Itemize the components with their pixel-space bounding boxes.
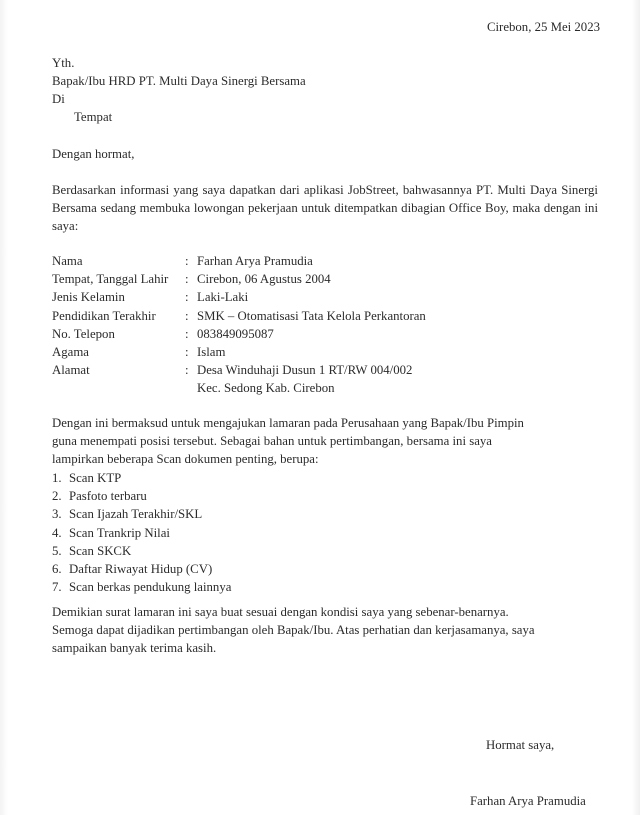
attachment-list: [52, 469, 231, 596]
info-value: Farhan Arya Pramudia: [197, 254, 313, 268]
list-item: [52, 469, 231, 487]
closing-line-2: Semoga dapat dijadikan pertimbangan oleh Bapak/Ibu. Atas perhatian dan kerjasamanya, saya: [52, 623, 535, 637]
address-line-2: Kec. Sedong Kab. Cirebon: [197, 381, 335, 396]
greeting: Dengan hormat,: [52, 147, 135, 161]
list-number: 4.: [52, 525, 62, 540]
list-text: Pasfoto terbaru: [69, 489, 147, 504]
info-separator: :: [185, 326, 189, 341]
list-number: 7.: [52, 580, 62, 595]
sign-off: Hormat saya,: [486, 738, 555, 752]
info-value: Islam: [197, 345, 226, 360]
list-number: 2.: [52, 489, 62, 504]
list-item: [52, 505, 231, 523]
info-separator: :: [185, 272, 189, 287]
list-item: [52, 542, 231, 560]
purpose-line-3: lampirkan beberapa Scan dokumen penting, berupa:: [52, 452, 319, 466]
info-row-phone: [52, 325, 426, 343]
info-row-religion: [52, 343, 426, 361]
closing-line-1: Demikian surat lamaran ini saya buat sesuai dengan kondisi saya yang sebenar-benarnya.: [52, 605, 509, 619]
recipient-di: Di: [52, 92, 65, 106]
info-separator: :: [185, 308, 189, 323]
list-number: 3.: [52, 507, 62, 522]
purpose-line-2: guna menempati posisi tersebut. Sebagai bahan untuk pertimbangan, bersama ini saya: [52, 434, 492, 448]
info-row-birth: [52, 270, 426, 288]
list-number: 1.: [52, 471, 62, 485]
list-text: Scan berkas pendukung lainnya: [69, 580, 232, 595]
info-separator: :: [185, 254, 189, 268]
intro-paragraph: Berdasarkan informasi yang saya dapatkan dari aplikasi JobStreet, bahwasannya PT. Multi Daya Sinergi Bersama sedang membuka lowongan pekerjaan untuk ditempatkan dibagian Office Boy, maka dengan ini saya:: [52, 183, 598, 233]
info-separator: :: [185, 363, 189, 378]
list-number: 6.: [52, 562, 62, 577]
recipient-place: Tempat: [74, 110, 113, 124]
info-label: Pendidikan Terakhir: [52, 308, 156, 323]
info-value: [197, 361, 426, 397]
info-label: Alamat: [52, 363, 90, 378]
info-separator: :: [185, 290, 189, 305]
info-value: SMK – Otomatisasi Tata Kelola Perkantoran: [197, 308, 426, 323]
info-separator: :: [185, 345, 189, 360]
address-line-1: Desa Winduhaji Dusun 1 RT/RW 004/002: [197, 363, 413, 378]
info-value: Laki-Laki: [197, 290, 249, 305]
info-label: No. Telepon: [52, 326, 115, 341]
list-item: [52, 487, 231, 505]
list-number: 5.: [52, 543, 62, 558]
recipient-name: Bapak/Ibu HRD PT. Multi Daya Sinergi Bersama: [52, 74, 306, 88]
list-text: Scan KTP: [69, 471, 122, 485]
info-label: Agama: [52, 345, 89, 360]
list-text: Daftar Riwayat Hidup (CV): [69, 562, 213, 577]
applicant-info-table: [52, 252, 426, 398]
closing-line-3: sampaikan banyak terima kasih.: [52, 641, 217, 655]
purpose-line-1: Dengan ini bermaksud untuk mengajukan lamaran pada Perusahaan yang Bapak/Ibu Pimpin: [52, 416, 524, 430]
info-row-gender: [52, 288, 426, 306]
info-label: Tempat, Tanggal Lahir: [52, 272, 169, 287]
info-row-education: [52, 307, 426, 325]
list-text: Scan Trankrip Nilai: [69, 525, 170, 540]
list-text: Scan Ijazah Terakhir/SKL: [69, 507, 203, 522]
list-item: [52, 524, 231, 542]
info-label: Nama: [52, 254, 83, 268]
list-text: Scan SKCK: [69, 543, 132, 558]
info-value: 083849095087: [197, 326, 274, 341]
list-item: [52, 560, 231, 578]
info-row-name: [52, 252, 426, 270]
info-row-address: [52, 361, 426, 397]
info-label: Jenis Kelamin: [52, 290, 125, 305]
recipient-salutation: Yth.: [52, 56, 75, 70]
info-value: Cirebon, 06 Agustus 2004: [197, 272, 331, 287]
signer-name: Farhan Arya Pramudia: [470, 794, 586, 808]
list-item: [52, 578, 231, 596]
letter-date: Cirebon, 25 Mei 2023: [486, 20, 600, 34]
